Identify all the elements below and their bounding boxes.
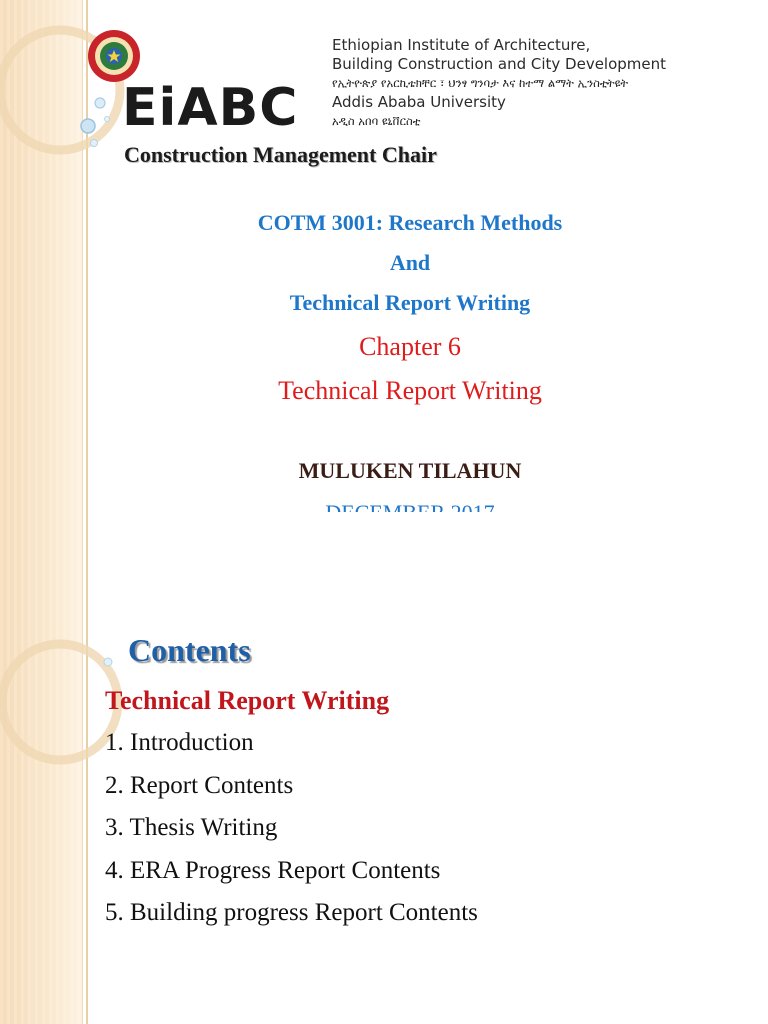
institution-line-3: Addis Ababa University (332, 93, 506, 111)
chapter-number: Chapter 6 (359, 332, 461, 361)
eiabc-logo: EiABC (122, 78, 299, 138)
list-item: 1. Introduction (105, 729, 254, 756)
contents-title: Contents (128, 632, 251, 668)
contents-slide (0, 512, 768, 1024)
institution-line-2: Building Construction and City Development (332, 55, 667, 73)
institution-amharic-1: የኢትዮጵያ የአርኪቴክቸር ፣ ህንፃ ግንባታ እና ከተማ ልማት ኢንስቲትዩት (332, 76, 629, 90)
course-line-1: COTM 3001: Research Methods (257, 210, 563, 235)
institution-block (332, 36, 666, 131)
list-item: 4. ERA Progress Report Contents (105, 856, 441, 884)
course-line-3: Technical Report Writing (289, 290, 531, 315)
chair-title: Construction Management Chair (124, 142, 437, 167)
section-heading: Technical Report Writing (105, 686, 390, 715)
institution-line-1: Ethiopian Institute of Architecture, (332, 36, 591, 54)
list-item: 2. Report Contents (105, 771, 294, 799)
university-seal-icon (86, 28, 142, 84)
chapter-title: Technical Report Writing (278, 376, 542, 405)
list-item: 3. Thesis Writing (105, 814, 278, 841)
list-item: 5. Building progress Report Contents (105, 899, 478, 926)
institution-amharic-2: አዲስ አበባ ዩኒቨርስቲ (332, 114, 421, 128)
table-of-contents (105, 728, 478, 941)
author-name: MULUKEN TILAHUN (298, 458, 522, 483)
course-line-2: And (389, 250, 431, 275)
